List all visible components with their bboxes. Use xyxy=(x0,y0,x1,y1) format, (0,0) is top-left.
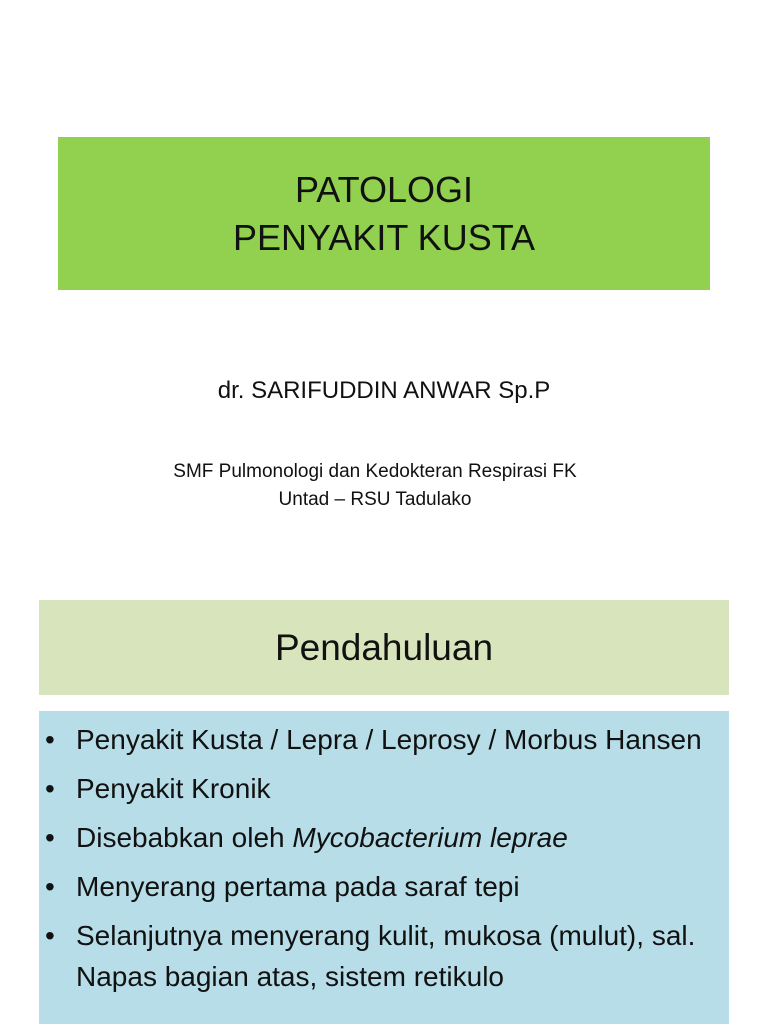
bullet-item xyxy=(39,817,719,858)
title-line-1: PATOLOGI xyxy=(294,168,474,210)
affiliation-line-2: Untad – RSU Tadulako xyxy=(278,489,472,510)
bullet-item: • Selanjutnya menyerang kulit, mukosa (mulut), sal. Napas bagian atas, sistem retikulo xyxy=(39,915,719,997)
bullet-text-italic: Mycobacterium leprae xyxy=(292,822,568,853)
bullet-text-prefix: Disebabkan oleh xyxy=(76,822,293,853)
title-line-2: PENYAKIT KUSTA xyxy=(232,216,536,258)
bullet-item: • Penyakit Kronik xyxy=(39,768,719,809)
author-name: dr. SARIFUDDIN ANWAR Sp.P xyxy=(217,377,551,404)
section-heading-box xyxy=(39,600,729,695)
slide-introduction xyxy=(0,576,768,1024)
affiliation xyxy=(0,458,750,514)
bullet-item: • Menyerang pertama pada saraf tepi xyxy=(39,866,719,907)
content-box xyxy=(39,711,729,1024)
title-box xyxy=(58,137,710,290)
affiliation-line-1: SMF Pulmonologi dan Kedokteran Respirasi FK xyxy=(173,461,577,482)
section-heading: Pendahuluan xyxy=(274,626,494,668)
bullet-item: • Penyakit Kusta / Lepra / Leprosy / Morbus Hansen xyxy=(39,719,719,760)
bullet-list xyxy=(39,711,729,997)
